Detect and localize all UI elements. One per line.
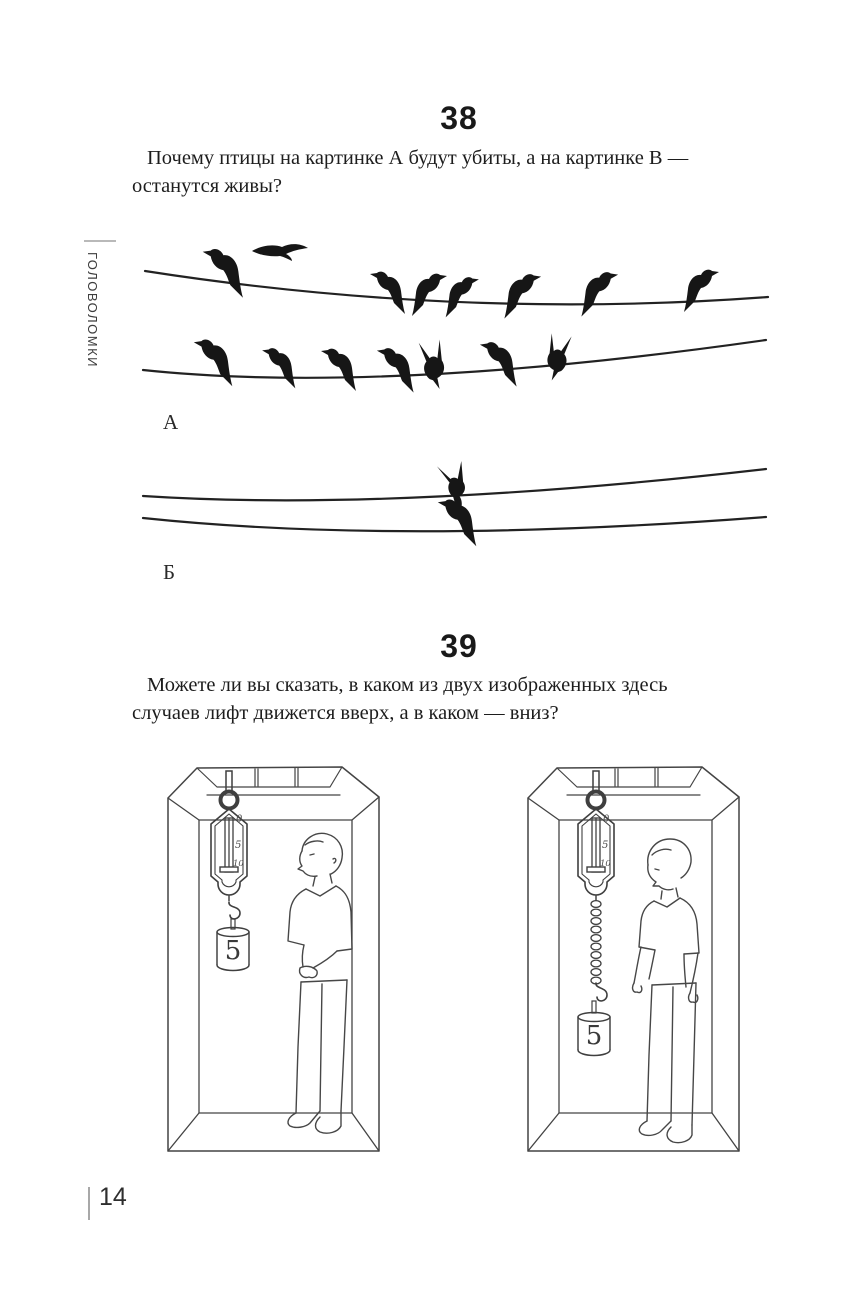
elevator-illustrations	[150, 755, 770, 1165]
svg-text:0: 0	[236, 814, 243, 825]
question-line-2: останутся живы?	[132, 175, 282, 197]
puzzle-39-question	[132, 671, 780, 727]
svg-text:5: 5	[235, 840, 242, 851]
svg-text:10: 10	[600, 859, 611, 869]
svg-text:5: 5	[602, 840, 609, 851]
page-number: 14	[99, 1183, 127, 1211]
question-line-2: случаев лифт движется вверх, а в каком — вниз?	[132, 702, 559, 724]
figure-a-label: А	[163, 410, 179, 434]
puzzle-38-question	[132, 144, 780, 200]
sidebar-rule	[84, 240, 116, 242]
question-line-1: Почему птицы на картинке А будут убиты, а на картинке В —	[147, 147, 689, 169]
puzzle-39-number: 39	[440, 628, 478, 664]
svg-text:0: 0	[603, 814, 610, 825]
footer-rule	[88, 1187, 90, 1220]
svg-text:5: 5	[585, 1021, 603, 1051]
puzzle-38-number: 38	[440, 100, 478, 136]
question-line-1: Можете ли вы сказать, в каком из двух изображенных здесь	[147, 674, 668, 696]
birds-on-wires-picture-b	[130, 450, 790, 570]
sidebar-section-label: ГОЛОВОЛОМКИ	[85, 252, 100, 369]
birds-on-wires-picture-a	[130, 225, 790, 425]
svg-text:10: 10	[233, 859, 244, 869]
figure-b-label: Б	[163, 560, 176, 584]
svg-text:5: 5	[224, 936, 242, 966]
